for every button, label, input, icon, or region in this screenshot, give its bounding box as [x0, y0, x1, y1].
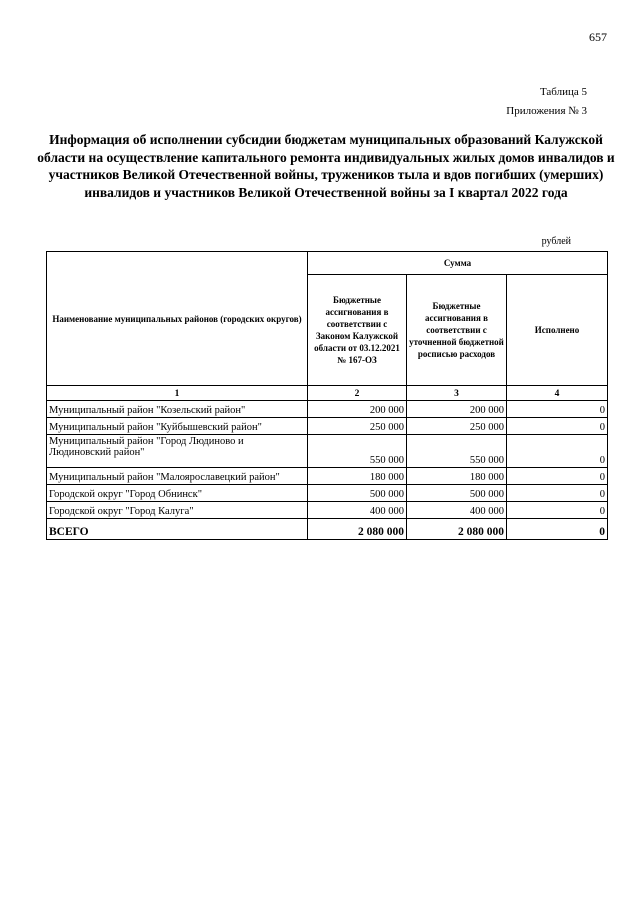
total-executed-amount: 0	[507, 519, 608, 540]
table-row	[47, 418, 608, 435]
law-amount: 200 000	[308, 401, 407, 418]
law-amount: 250 000	[308, 418, 407, 435]
district-name: Муниципальный район "Козельский район"	[47, 401, 308, 418]
table-row	[47, 485, 608, 502]
total-law-amount: 2 080 000	[308, 519, 407, 540]
header-executed: Исполнено	[507, 275, 608, 386]
law-amount: 500 000	[308, 485, 407, 502]
law-amount: 180 000	[308, 468, 407, 485]
document-title: Информация об исполнении субсидии бюджетам муниципальных образований Калужской области на осуществление капитального ремонта индивидуальных жилых домов инвалидов и участников Великой Отечественной войны, тружеников тыла и вдов погибших (умерших) инвалидов и участников Великой Отечественной войны за I квартал 2022 года	[37, 132, 615, 200]
executed-amount: 0	[507, 485, 608, 502]
currency-units: рублей	[541, 236, 571, 247]
header-budget-allocation: Бюджетные ассигнования в соответствии с уточненной бюджетной росписью расходов	[407, 275, 507, 386]
budget-amount: 250 000	[407, 418, 507, 435]
header-row	[47, 252, 608, 275]
executed-amount: 0	[507, 435, 608, 468]
index-cell: 2	[308, 386, 407, 401]
table-row	[47, 401, 608, 418]
budget-amount: 500 000	[407, 485, 507, 502]
district-name: Муниципальный район "Куйбышевский район"	[47, 418, 308, 435]
district-name: Городской округ "Город Обнинск"	[47, 485, 308, 502]
budget-amount: 200 000	[407, 401, 507, 418]
executed-amount: 0	[507, 401, 608, 418]
total-label: ВСЕГО	[47, 519, 308, 540]
district-name: Муниципальный район "Малоярославецкий район"	[47, 468, 308, 485]
header-sum: Сумма	[308, 252, 608, 275]
budget-amount: 180 000	[407, 468, 507, 485]
executed-amount: 0	[507, 502, 608, 519]
table-row	[47, 435, 608, 468]
appendix-reference: Приложения № 3	[506, 105, 587, 117]
header-law-allocation: Бюджетные ассигнования в соответствии с Законом Калужской области от 03.12.2021 № 167-ОЗ	[308, 275, 407, 386]
index-cell: 1	[47, 386, 308, 401]
index-cell: 3	[407, 386, 507, 401]
district-name: Муниципальный район "Город Людиново и Людиновский район"	[47, 435, 308, 468]
total-budget-amount: 2 080 000	[407, 519, 507, 540]
table-row	[47, 502, 608, 519]
district-name: Городской округ "Город Калуга"	[47, 502, 308, 519]
header-name: Наименование муниципальных районов (городских округов)	[47, 252, 308, 386]
table-row	[47, 468, 608, 485]
executed-amount: 0	[507, 418, 608, 435]
budget-amount: 400 000	[407, 502, 507, 519]
table-reference: Таблица 5	[539, 86, 587, 98]
law-amount: 400 000	[308, 502, 407, 519]
law-amount: 550 000	[308, 435, 407, 468]
executed-amount: 0	[507, 468, 608, 485]
page-number: 657	[589, 30, 607, 44]
total-row	[47, 519, 608, 540]
index-row	[47, 386, 608, 401]
index-cell: 4	[507, 386, 608, 401]
budget-amount: 550 000	[407, 435, 507, 468]
subsidy-table	[46, 251, 608, 540]
